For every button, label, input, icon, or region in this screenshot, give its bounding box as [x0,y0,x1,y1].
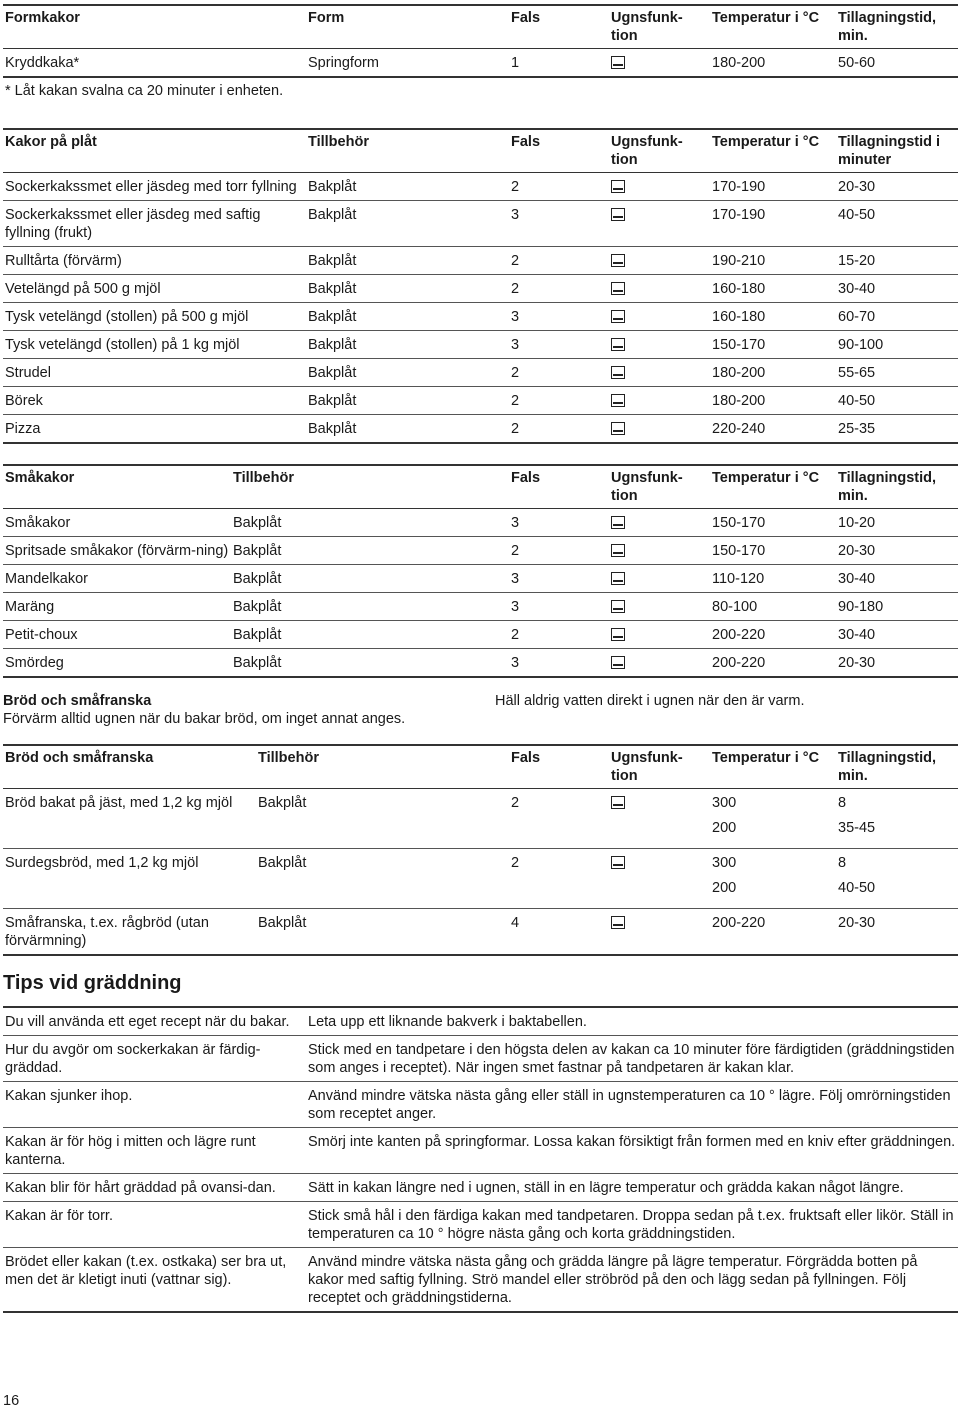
accessory: Bakplåt [306,201,509,247]
tips-row [3,1174,958,1202]
accessory: Bakplåt [306,387,509,415]
shelf-level: 2 [509,387,609,415]
cooking-time: 90-180 [836,593,958,621]
column-header: Tillagningstid, min. [836,5,958,49]
time-step: 35-45 [838,820,876,836]
temperature: 200-220 [710,649,836,678]
oven-function-cell [609,275,710,303]
oven-function-cell [609,173,710,201]
top-bottom-heat-icon [611,516,625,529]
column-header: Kakor på plåt [3,129,306,173]
top-bottom-heat-icon [611,208,625,221]
item-name: Småkakor [3,509,231,537]
temperature: 180-200 [710,359,836,387]
column-header: Ugnsfunk-tion [609,745,710,789]
item-name: Sockerkakssmet eller jäsdeg med torr fyllning [3,173,306,201]
top-bottom-heat-icon [611,366,625,379]
item-name: Petit-choux [3,621,231,649]
top-bottom-heat-icon [611,394,625,407]
temperature-step: 200 [712,820,737,836]
temperature [710,789,836,849]
accessory: Bakplåt [306,275,509,303]
temperature: 160-180 [710,303,836,331]
tip-problem: Kakan är för torr. [3,1202,306,1248]
oven-function-cell [609,909,710,956]
tip-problem: Kakan blir för hårt gräddad på ovansi-dan. [3,1174,306,1202]
kakor-plat-table [3,128,958,444]
top-bottom-heat-icon [611,628,625,641]
item-name: Vetelängd på 500 g mjöl [3,275,306,303]
cooking-time [836,909,958,956]
item-name: Tysk vetelängd (stollen) på 500 g mjöl [3,303,306,331]
cooking-time: 90-100 [836,331,958,359]
time-step: 8 [838,855,847,871]
item-name: Sockerkakssmet eller jäsdeg med saftig fyllning (frukt) [3,201,306,247]
cooking-time [836,849,958,909]
temperature: 150-170 [710,537,836,565]
column-header: Tillagningstid i minuter [836,129,958,173]
tip-problem: Kakan är för hög i mitten och lägre runt kanterna. [3,1128,306,1174]
oven-function-cell [609,565,710,593]
column-header: Fals [509,5,609,49]
tip-solution: Använd mindre vätska nästa gång och grädda längre på lägre temperatur. Förgrädda botten på kakor med saftig fyllning. Strö mandel eller ströbröd på den och lägg sedan på fyllningen. Följ receptet och gräddningstiderna. [306,1248,958,1313]
temperature-step: 300 [712,795,737,811]
item-name: Rulltårta (förvärm) [3,247,306,275]
tip-problem: Du vill använda ett eget recept när du bakar. [3,1007,306,1036]
temperature: 170-190 [710,173,836,201]
oven-function-cell [609,849,710,909]
column-header: Temperatur i °C [710,745,836,789]
column-header: Fals [509,745,609,789]
time-step: 40-50 [838,880,876,896]
oven-function-cell [609,387,710,415]
temperature-step: 200 [712,880,737,896]
shelf-level: 3 [509,201,609,247]
item-name: Spritsade småkakor (förvärm-ning) [3,537,231,565]
accessory: Bakplåt [231,621,509,649]
top-bottom-heat-icon [611,254,625,267]
tip-problem: Brödet eller kakan (t.ex. ostkaka) ser bra ut, men det är kletigt inuti (vattnar sig). [3,1248,306,1313]
item-name: Småfranska, t.ex. rågbröd (utan förvärmning) [3,909,256,956]
shelf-level: 1 [509,49,609,78]
temperature: 160-180 [710,275,836,303]
item-name: Börek [3,387,306,415]
accessory: Bakplåt [256,909,509,956]
accessory: Bakplåt [231,509,509,537]
oven-function-cell [609,509,710,537]
tip-problem: Kakan sjunker ihop. [3,1082,306,1128]
top-bottom-heat-icon [611,56,625,69]
tips-row [3,1036,958,1082]
smakakor-header [3,465,958,509]
column-header: Tillbehör [306,129,509,173]
column-header: Temperatur i °C [710,5,836,49]
table-row [3,849,958,909]
temperature: 220-240 [710,415,836,444]
formkakor-header [3,5,958,49]
tip-solution: Leta upp ett liknande bakverk i baktabellen. [306,1007,958,1036]
tips-row [3,1082,958,1128]
formkakor-table [3,4,958,78]
cooking-time: 20-30 [836,173,958,201]
cooking-time: 40-50 [836,387,958,415]
shelf-level: 3 [509,331,609,359]
shelf-level: 2 [509,621,609,649]
accessory: Bakplåt [306,247,509,275]
temperature: 150-170 [710,509,836,537]
brod-table [3,744,958,956]
cooking-time: 55-65 [836,359,958,387]
top-bottom-heat-icon [611,282,625,295]
column-header: Ugnsfunk-tion [609,465,710,509]
tip-solution: Sätt in kakan längre ned i ugnen, ställ in en lägre temperatur och grädda kakan något längre. [306,1174,958,1202]
cooking-time: 20-30 [836,537,958,565]
bread-intro-heading: Bröd och småfranska [3,693,152,709]
column-header: Form [306,5,509,49]
temperature: 110-120 [710,565,836,593]
tips-row [3,1202,958,1248]
oven-function-cell [609,201,710,247]
tips-row [3,1248,958,1313]
top-bottom-heat-icon [611,422,625,435]
temperature [710,909,836,956]
accessory: Bakplåt [231,649,509,678]
table-row [3,49,958,78]
oven-function-cell [609,789,710,849]
oven-function-cell [609,537,710,565]
cooking-time: 60-70 [836,303,958,331]
item-name: Bröd bakat på jäst, med 1,2 kg mjöl [3,789,256,849]
table-row [3,359,958,387]
item-name: Tysk vetelängd (stollen) på 1 kg mjöl [3,331,306,359]
cooking-time: 50-60 [836,49,958,78]
column-header: Formkakor [3,5,306,49]
top-bottom-heat-icon [611,544,625,557]
table-row [3,275,958,303]
table-row [3,909,958,956]
shelf-level: 3 [509,649,609,678]
column-header: Temperatur i °C [710,465,836,509]
bread-warning: Häll aldrig vatten direkt i ugnen när den är varm. [495,693,805,709]
smakakor-table [3,464,958,678]
tips-table [3,1006,958,1313]
item-name: Kryddkaka* [3,49,306,78]
shelf-level: 2 [509,359,609,387]
shelf-level: 3 [509,593,609,621]
accessory: Bakplåt [256,849,509,909]
page-number: 16 [3,1393,20,1409]
time-step: 20-30 [838,915,876,931]
oven-function-cell [609,593,710,621]
accessory: Bakplåt [256,789,509,849]
column-header: Fals [509,129,609,173]
temperature: 180-200 [710,49,836,78]
page [3,4,958,1313]
table-row [3,537,958,565]
table-row [3,621,958,649]
column-header: Småkakor [3,465,231,509]
oven-function-cell [609,621,710,649]
cooking-time: 10-20 [836,509,958,537]
temperature-step: 300 [712,855,737,871]
top-bottom-heat-icon [611,572,625,585]
oven-function-cell [609,649,710,678]
shelf-level: 2 [509,789,609,849]
bread-intro [3,692,958,728]
table-row [3,789,958,849]
oven-function-cell [609,49,710,78]
accessory: Bakplåt [306,331,509,359]
top-bottom-heat-icon [611,916,625,929]
temperature: 170-190 [710,201,836,247]
accessory: Bakplåt [231,537,509,565]
kakor-plat-header [3,129,958,173]
column-header: Bröd och småfranska [3,745,256,789]
column-header: Ugnsfunk-tion [609,129,710,173]
item-name: Smördeg [3,649,231,678]
shelf-level: 2 [509,849,609,909]
accessory: Bakplåt [306,415,509,444]
table-row [3,173,958,201]
shelf-level: 2 [509,537,609,565]
cooking-time: 30-40 [836,621,958,649]
formkakor-note: * Låt kakan svalna ca 20 minuter i enheten. [5,83,284,99]
table-row [3,331,958,359]
tip-solution: Använd mindre vätska nästa gång eller ställ in ugnstemperaturen ca 10 ° lägre. Följ omrörningstiden som receptet anger. [306,1082,958,1128]
table-row [3,509,958,537]
table-row [3,565,958,593]
tips-title: Tips vid gräddning [3,972,182,994]
shelf-level: 2 [509,275,609,303]
shelf-level: 2 [509,173,609,201]
temperature: 80-100 [710,593,836,621]
top-bottom-heat-icon [611,796,625,809]
accessory: Bakplåt [231,593,509,621]
cooking-time: 15-20 [836,247,958,275]
table-row [3,201,958,247]
table-row [3,303,958,331]
item-name: Surdegsbröd, med 1,2 kg mjöl [3,849,256,909]
tips-row [3,1128,958,1174]
temperature: 190-210 [710,247,836,275]
top-bottom-heat-icon [611,600,625,613]
column-header: Fals [509,465,609,509]
brod-header [3,745,958,789]
oven-function-cell [609,331,710,359]
column-header: Tillagningstid, min. [836,465,958,509]
top-bottom-heat-icon [611,338,625,351]
temperature [710,849,836,909]
shelf-level: 3 [509,509,609,537]
temperature-step: 200-220 [712,915,766,931]
shelf-level: 3 [509,303,609,331]
accessory: Bakplåt [306,173,509,201]
tips-row [3,1007,958,1036]
top-bottom-heat-icon [611,856,625,869]
table-row [3,387,958,415]
cooking-time [836,789,958,849]
cooking-time: 40-50 [836,201,958,247]
oven-function-cell [609,303,710,331]
oven-function-cell [609,359,710,387]
accessory: Bakplåt [306,303,509,331]
table-row [3,415,958,444]
oven-function-cell [609,415,710,444]
cooking-time: 20-30 [836,649,958,678]
item-name: Mandelkakor [3,565,231,593]
tip-problem: Hur du avgör om sockerkakan är färdig-gräddad. [3,1036,306,1082]
shelf-level: 2 [509,247,609,275]
column-header: Ugnsfunk-tion [609,5,710,49]
top-bottom-heat-icon [611,310,625,323]
temperature: 150-170 [710,331,836,359]
column-header: Tillbehör [231,465,509,509]
item-name: Strudel [3,359,306,387]
cooking-time: 25-35 [836,415,958,444]
temperature: 180-200 [710,387,836,415]
oven-function-cell [609,247,710,275]
tip-solution: Stick med en tandpetare i den högsta delen av kakan ca 10 minuter före färdigtiden (gräddningstiden som anges i receptet). När ingen smet fastnar på tandpetaren är kakan klar. [306,1036,958,1082]
table-row [3,649,958,678]
shelf-level: 4 [509,909,609,956]
temperature: 200-220 [710,621,836,649]
column-header: Temperatur i °C [710,129,836,173]
column-header: Tillagningstid, min. [836,745,958,789]
shelf-level: 3 [509,565,609,593]
cooking-time: 30-40 [836,275,958,303]
table-row [3,593,958,621]
time-step: 8 [838,795,847,811]
table-row [3,247,958,275]
accessory: Bakplåt [306,359,509,387]
tip-solution: Stick små hål i den färdiga kakan med tandpetaren. Droppa sedan på t.ex. fruktsaft eller likör. Ställ in temperaturen ca 10 ° högre nästa gång och korta gräddningstiden. [306,1202,958,1248]
top-bottom-heat-icon [611,656,625,669]
accessory: Bakplåt [231,565,509,593]
bread-intro-text: Förvärm alltid ugnen när du bakar bröd, om inget annat anges. [3,711,406,727]
top-bottom-heat-icon [611,180,625,193]
shelf-level: 2 [509,415,609,444]
item-name: Maräng [3,593,231,621]
tip-solution: Smörj inte kanten på springformar. Lossa kakan försiktigt från formen med en kniv efter gräddningen. [306,1128,958,1174]
column-header: Tillbehör [256,745,509,789]
cooking-time: 30-40 [836,565,958,593]
item-name: Pizza [3,415,306,444]
accessory: Springform [306,49,509,78]
